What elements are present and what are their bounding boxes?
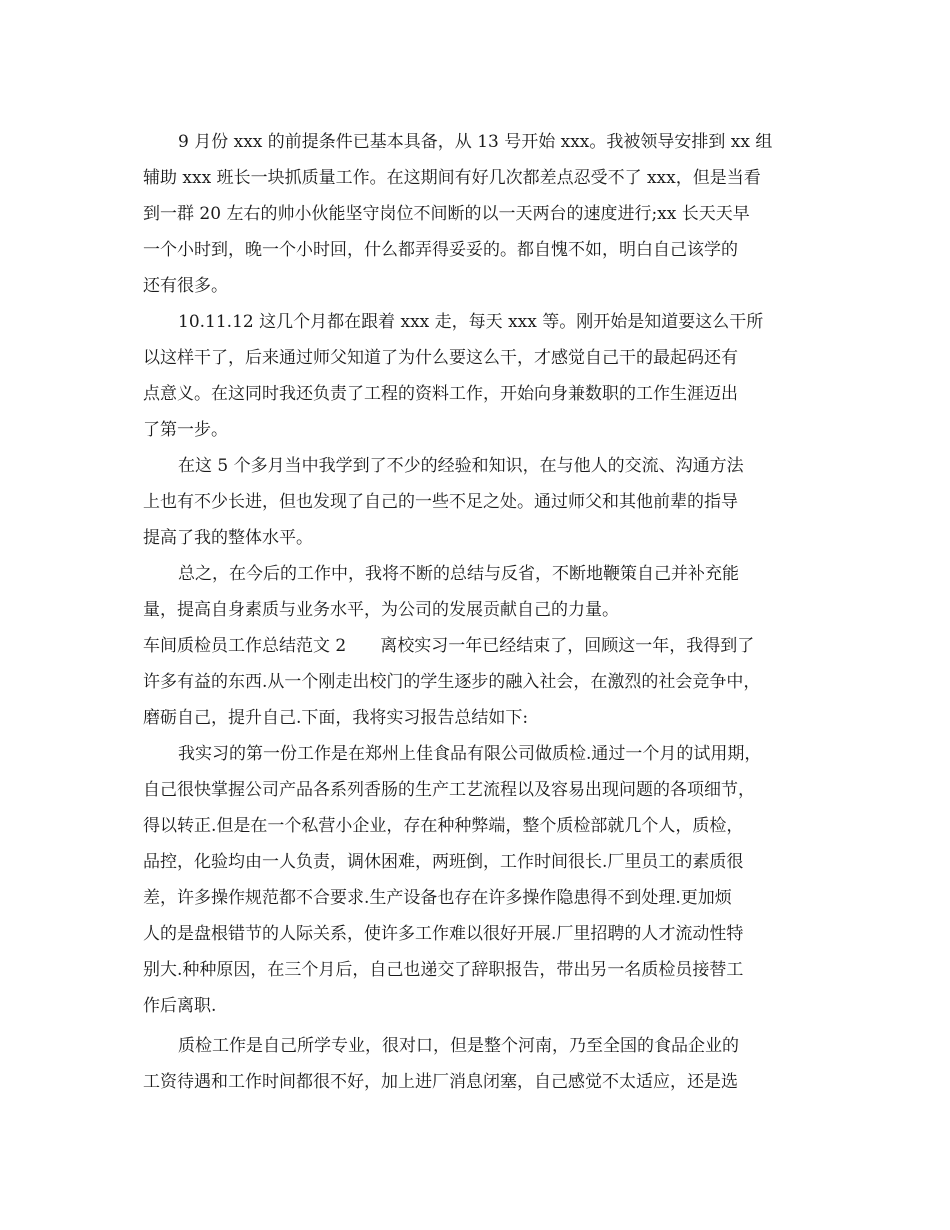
text-line: 品控，化验均由一人负责，调休困难，两班倒，工作时间很长.厂里员工的素质很: [143, 852, 744, 872]
text-line: 许多有益的东西.从一个刚走出校门的学生逐步的融入社会，在激烈的社会竞争中，: [143, 672, 761, 692]
text-line: 点意义。在这同时我还负责了工程的资料工作，开始向身兼数职的工作生涯迈出: [143, 384, 738, 404]
section-heading-paragraph: [143, 628, 807, 736]
text-line: 总之，在今后的工作中，我将不断的总结与反省，不断地鞭策自己并补充能: [178, 564, 739, 584]
document-body: [143, 124, 807, 1100]
text-line: 到一群 20 左右的帅小伙能坚守岗位不间断的以一天两台的速度进行;xx 长天天早: [143, 204, 750, 224]
text-line: 质检工作是自己所学专业，很对口，但是整个河南，乃至全国的食品企业的: [178, 1036, 739, 1056]
paragraph: [143, 556, 807, 628]
text-line: 提高了我的整体水平。: [143, 528, 313, 548]
text-line: 以这样干了，后来通过师父知道了为什么要这么干，才感觉自己干的最起码还有: [143, 348, 738, 368]
text-line: 得以转正.但是在一个私营小企业，存在种种弊端，整个质检部就几个人，质检，: [143, 816, 744, 836]
text-line: 9 月份 xxx 的前提条件已基本具备，从 13 号开始 xxx。我被领导安排到 xx 组: [178, 132, 773, 152]
paragraph: [143, 1028, 807, 1100]
paragraph: [143, 124, 807, 304]
text-line: 车间质检员工作总结范文 2 离校实习一年已经结束了，回顾这一年，我得到了: [143, 636, 755, 656]
text-line: 了第一步。: [143, 420, 228, 440]
paragraph: [143, 448, 807, 556]
text-line: 辅助 xxx 班长一块抓质量工作。在这期间有好几次都差点忍受不了 xxx，但是当看: [143, 168, 761, 188]
text-line: 上也有不少长进，但也发现了自己的一些不足之处。通过师父和其他前辈的指导: [143, 492, 738, 512]
text-line: 量，提高自身素质与业务水平，为公司的发展贡献自己的力量。: [143, 600, 619, 620]
text-line: 工资待遇和工作时间都很不好，加上进厂消息闭塞，自己感觉不太适应，还是选: [143, 1072, 738, 1092]
paragraph: [143, 736, 807, 1024]
text-line: 磨砺自己，提升自己.下面，我将实习报告总结如下:: [143, 708, 529, 728]
text-line: 我实习的第一份工作是在郑州上佳食品有限公司做质检.通过一个月的试用期，: [178, 744, 762, 764]
text-line: 人的是盘根错节的人际关系，使许多工作难以很好开展.厂里招聘的人才流动性特: [143, 924, 744, 944]
text-line: 10.11.12 这几个月都在跟着 xxx 走，每天 xxx 等。刚开始是知道要这么干所: [178, 312, 764, 332]
text-line: 作后离职.: [143, 996, 217, 1016]
text-line: 别大.种种原因，在三个月后，自己也递交了辞职报告，带出另一名质检员接替工: [143, 960, 744, 980]
text-line: 一个小时到，晚一个小时回，什么都弄得妥妥的。都自愧不如，明白自己该学的: [143, 240, 738, 260]
text-line: 还有很多。: [143, 276, 228, 296]
text-line: 差，许多操作规范都不合要求.生产设备也存在许多操作隐患得不到处理.更加烦: [143, 888, 732, 908]
paragraph: [143, 304, 807, 448]
text-line: 自己很快掌握公司产品各系列香肠的生产工艺流程以及容易出现问题的各项细节，: [143, 780, 755, 800]
text-line: 在这 5 个多月当中我学到了不少的经验和知识，在与他人的交流、沟通方法: [178, 456, 744, 476]
